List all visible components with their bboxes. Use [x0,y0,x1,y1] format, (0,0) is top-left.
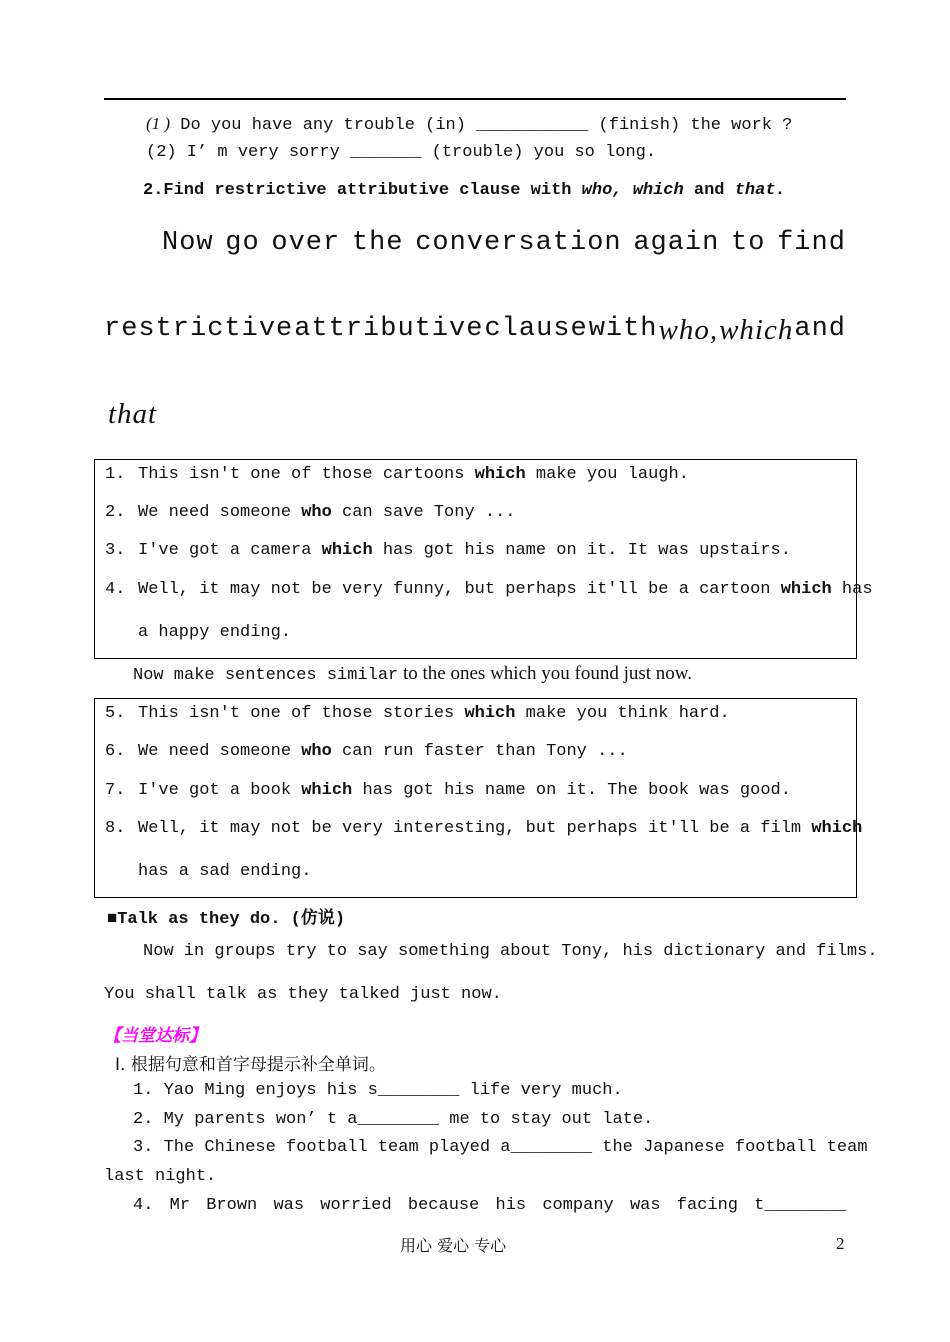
relative-pronoun: who [301,742,332,761]
question-1 [146,114,792,135]
intro-which: which [719,314,794,346]
sentence-post: can save Tony ... [331,503,516,522]
example-sentence [105,465,689,484]
section-2-which: which [632,181,684,200]
sentence-pre: We need someone [138,742,302,761]
intro-word: the [351,228,404,258]
sentence-pre: We need someone [138,503,302,522]
sentence-number: 3. [105,541,126,560]
example-box-1 [94,459,873,659]
intro-who: who, [658,314,719,346]
sentence-number: 7. [105,781,126,800]
practice-item: 3. The Chinese football team played a________ the Japanese football team [133,1138,868,1157]
example-sentence [105,781,791,800]
intro-word: with [588,314,658,344]
example-sentence-continuation: a happy ending. [138,623,292,642]
example-sentence [105,819,862,838]
footer-motto: 用心 爱心 专心 [400,1236,507,1255]
section-2-who: who, [581,181,623,200]
sentence-post: make you think hard. [515,704,730,723]
practice-item: 2. My parents won’ t a________ me to stay out late. [133,1110,654,1129]
section-2-prefix: 2.Find restrictive attributive clause with [143,181,582,200]
question-2: (2) I’ m very sorry _______ (trouble) you so long. [146,143,657,162]
example-sentence [105,503,515,522]
sentence-pre: This isn't one of those stories [138,704,465,723]
talk-heading: ■Talk as they do. (仿说) [107,910,346,929]
practice-instruction: I. 根据句意和首字母提示补全单词。 [115,1055,386,1075]
example-sentence [105,580,873,599]
sentence-number: 4. [105,580,126,599]
question-1-text: Do you have any trouble (in) ___________ (finish) the work ? [180,116,793,135]
intro-word: attributive [294,314,484,344]
sentence-post: has got his name on it. It was upstairs. [372,541,791,560]
sentence-number: 6. [105,742,126,761]
sentence-number: 5. [105,704,126,723]
example-sentence [105,704,730,723]
relative-pronoun: which [474,465,526,484]
sentence-pre: Well, it may not be very interesting, but perhaps it'll be a film [138,819,812,838]
intro-and: and [794,314,846,344]
intro-word: to [731,228,766,258]
relative-pronoun: who [301,503,332,522]
question-1-number: (1 ) [146,114,171,133]
talk-line-1: Now in groups try to say something about Tony, his dictionary and films. [143,942,878,961]
sentence-post: has [831,580,873,599]
page-number: 2 [836,1234,845,1253]
sentence-number: 8. [105,819,126,838]
intro-word: clause [484,314,588,344]
relative-pronoun: which [301,781,353,800]
practice-label: 【当堂达标】 [104,1026,206,1046]
relative-pronoun: which [780,580,832,599]
intro-word: over [271,228,341,258]
instruction-mono: Now make sentences similar [133,666,399,685]
sentence-number: 1. [105,465,126,484]
relative-pronoun: which [321,541,373,560]
intro-word: again [633,228,720,258]
sentence-pre: I've got a camera [138,541,322,560]
practice-item: 4. Mr Brown was worried because his company was facing t________ [133,1196,846,1215]
sentence-number: 2. [105,503,126,522]
sentence-pre: I've got a book [138,781,302,800]
section-2-and: and [693,181,725,200]
intro-line-1 [162,228,846,258]
example-box-2 [94,698,863,898]
intro-that: that [108,398,158,430]
intro-word: go [225,228,260,258]
intro-word: find [777,228,846,258]
example-sentence [105,541,791,560]
sentence-pre: This isn't one of those cartoons [138,465,475,484]
sentence-post: make you laugh. [525,465,689,484]
practice-item-continuation: last night. [104,1167,217,1186]
sentence-post: can run faster than Tony ... [331,742,628,761]
intro-line-2 [104,314,846,347]
intro-word: restrictive [104,314,294,344]
relative-pronoun: which [464,704,516,723]
section-2-heading [143,181,786,200]
practice-item: 1. Yao Ming enjoys his s________ life very much. [133,1081,623,1100]
sentence-post: has got his name on it. The book was good. [352,781,791,800]
instruction-serif: to the ones which you found just now. [398,663,693,684]
sentence-pre: Well, it may not be very funny, but perhaps it'll be a cartoon [138,580,781,599]
relative-pronoun: which [811,819,863,838]
intro-word: Now [162,228,214,258]
talk-line-2: You shall talk as they talked just now. [104,985,502,1004]
intro-word: conversation [415,228,622,258]
header-rule [104,98,846,100]
make-sentences-instruction [133,663,692,685]
example-sentence [105,742,628,761]
section-2-that: that. [734,181,786,200]
example-sentence-continuation: has a sad ending. [138,862,312,881]
